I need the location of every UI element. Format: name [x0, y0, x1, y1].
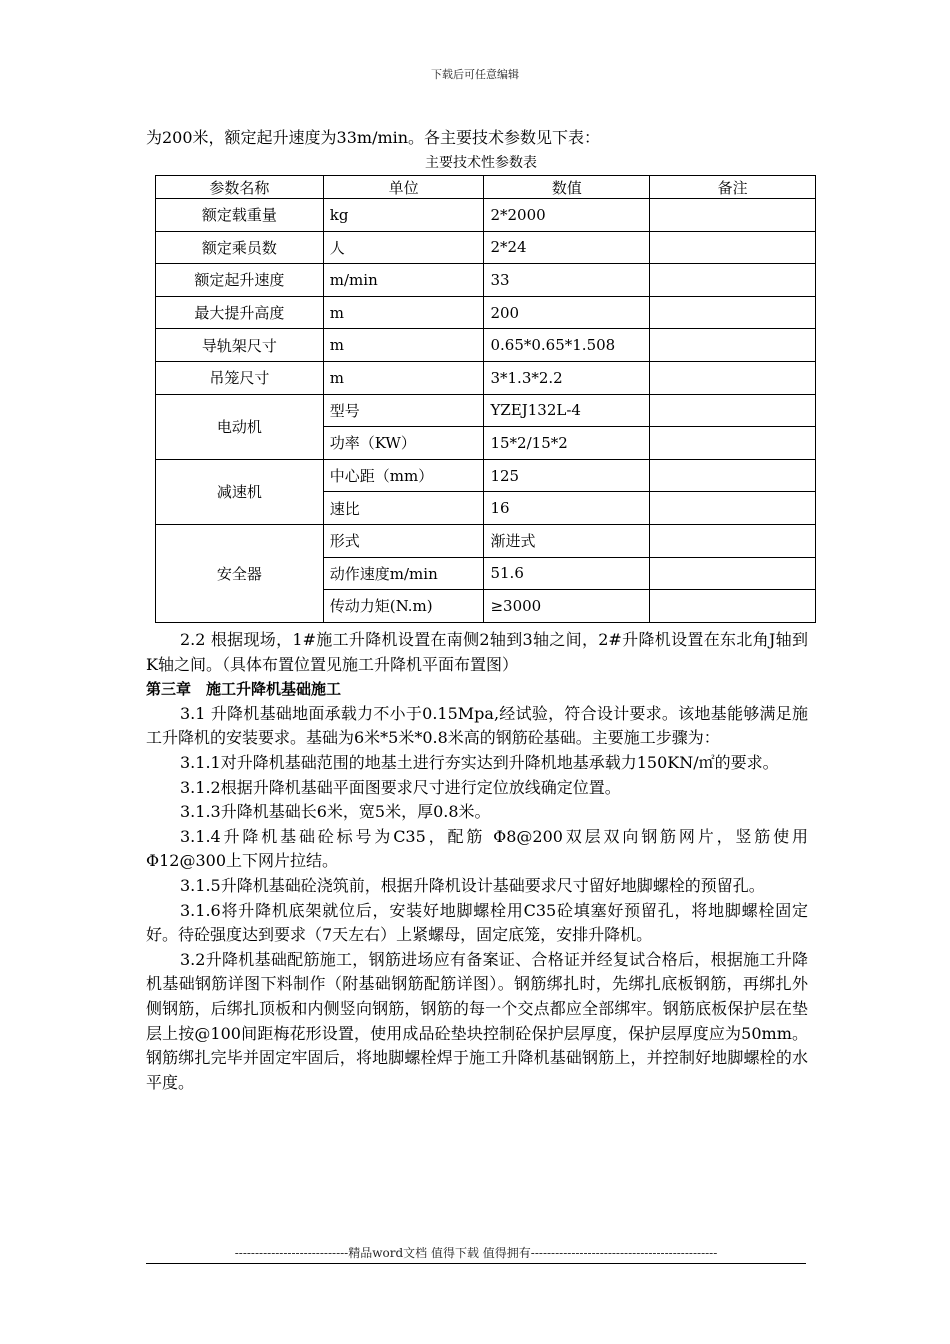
param-note — [650, 329, 816, 362]
param-note — [650, 492, 816, 525]
param-value: YZEJ132L-4 — [484, 394, 650, 427]
table-row — [156, 459, 816, 492]
table-header-row — [156, 176, 816, 199]
param-value: 16 — [484, 492, 650, 525]
param-unit: m — [323, 296, 484, 329]
chapter-heading: 第三章 施工升降机基础施工 — [146, 680, 342, 699]
param-subname: 中心距（mm） — [323, 459, 484, 492]
table-row — [156, 394, 816, 427]
param-value: 2*24 — [484, 231, 650, 264]
header-cell: 数值 — [484, 176, 650, 199]
paragraph-3-1-4: 3.1.4升降机基础砼标号为C35，配筋 Φ8@200双层双向钢筋网片，竖筋使用 Φ12@300上下网片拉结。 — [146, 826, 808, 871]
param-unit: m — [323, 329, 484, 362]
param-value: 3*1.3*2.2 — [484, 361, 650, 394]
body-text — [146, 628, 808, 1095]
param-name: 额定乘员数 — [156, 231, 324, 264]
table-row — [156, 264, 816, 297]
param-name: 导轨架尺寸 — [156, 329, 324, 362]
param-unit: kg — [323, 199, 484, 232]
table-row — [156, 199, 816, 232]
param-value: 51.6 — [484, 557, 650, 590]
param-subname: 速比 — [323, 492, 484, 525]
param-note — [650, 361, 816, 394]
param-unit: m — [323, 361, 484, 394]
param-subname: 型号 — [323, 394, 484, 427]
table-row — [156, 524, 816, 557]
param-unit: 人 — [323, 231, 484, 264]
param-name: 吊笼尺寸 — [156, 361, 324, 394]
param-note — [650, 264, 816, 297]
parameter-table — [155, 175, 816, 623]
header-cell: 参数名称 — [156, 176, 324, 199]
paragraph-3-1: 3.1 升降机基础地面承载力不小于0.15Mpa,经试验，符合设计要求。该地基能够满足施工升降机的安装要求。基础为6米*5米*0.8米高的钢筋砼基础。主要施工步骤为： — [146, 703, 808, 748]
param-name: 额定起升速度 — [156, 264, 324, 297]
param-value: 33 — [484, 264, 650, 297]
group-name-safety-device: 安全器 — [156, 524, 324, 622]
group-name-motor: 电动机 — [156, 394, 324, 459]
param-subname: 功率（KW） — [323, 427, 484, 460]
param-note — [650, 394, 816, 427]
paragraph-3-2: 3.2升降机基础配筋施工，钢筋进场应有备案证、合格证并经复试合格后，根据施工升降机基础钢筋详图下料制作（附基础钢筋配筋详图）。钢筋绑扎时，先绑扎底板钢筋，再绑扎外侧钢筋，后绑扎顶板和内侧竖向钢筋，钢筋的每一个交点都应全部绑牢。钢筋底板保护层在垫层上按@100间距梅花形设置，使用成品砼垫块控制砼保护层厚度，保护层厚度应为50mm。钢筋绑扎完毕并固定牢固后，将地脚螺栓焊于施工升降机基础钢筋上，并控制好地脚螺栓的水平度。 — [146, 949, 808, 1092]
param-value: 125 — [484, 459, 650, 492]
param-name: 额定载重量 — [156, 199, 324, 232]
paragraph-3-1-6: 3.1.6将升降机底架就位后，安装好地脚螺栓用C35砼填塞好预留孔，将地脚螺栓固定好。待砼强度达到要求（7天左右）上紧螺母，固定底笼，安排升降机。 — [146, 900, 808, 945]
param-note — [650, 427, 816, 460]
param-note — [650, 557, 816, 590]
paragraph-3-1-3: 3.1.3升降机基础长6米，宽5米，厚0.8米。 — [180, 802, 491, 822]
footer-divider — [146, 1263, 806, 1264]
param-value: 200 — [484, 296, 650, 329]
paragraph-3-1-5: 3.1.5升降机基础砼浇筑前，根据升降机设计基础要求尺寸留好地脚螺栓的预留孔。 — [180, 875, 765, 895]
table-row — [156, 231, 816, 264]
table-row — [156, 361, 816, 394]
page-footer: ----------------------------精品word文档 值得下载 值得拥有---------------------------------------------- — [234, 1246, 718, 1260]
param-name: 最大提升高度 — [156, 296, 324, 329]
param-subname: 形式 — [323, 524, 484, 557]
page-header: 下载后可任意编辑 — [431, 68, 519, 81]
param-value: 渐进式 — [484, 524, 650, 557]
group-name-reducer: 减速机 — [156, 459, 324, 524]
param-note — [650, 231, 816, 264]
param-unit: m/min — [323, 264, 484, 297]
param-subname: 传动力矩(N.m) — [323, 590, 484, 623]
param-note — [650, 296, 816, 329]
param-subname: 动作速度m/min — [323, 557, 484, 590]
intro-text: 为200米，额定起升速度为33m/min。各主要技术参数见下表： — [146, 128, 601, 147]
table-row — [156, 329, 816, 362]
param-value: 0.65*0.65*1.508 — [484, 329, 650, 362]
param-note — [650, 459, 816, 492]
paragraph-3-1-1: 3.1.1对升降机基础范围的地基土进行夯实达到升降机地基承载力150KN/㎡的要求。 — [180, 752, 779, 772]
param-note — [650, 199, 816, 232]
paragraph-3-1-2: 3.1.2根据升降机基础平面图要求尺寸进行定位放线确定位置。 — [180, 777, 621, 797]
table-row — [156, 296, 816, 329]
paragraph-2-2: 2.2 根据现场，1#施工升降机设置在南侧2轴到3轴之间，2#升降机设置在东北角J轴到K轴之间。（具体布置位置见施工升降机平面布置图） — [146, 630, 808, 674]
param-note — [650, 590, 816, 623]
param-value: 15*2/15*2 — [484, 427, 650, 460]
table-title: 主要技术性参数表 — [425, 155, 537, 171]
param-value: ≥3000 — [484, 590, 650, 623]
header-cell: 单位 — [323, 176, 484, 199]
header-cell: 备注 — [650, 176, 816, 199]
param-note — [650, 524, 816, 557]
param-value: 2*2000 — [484, 199, 650, 232]
